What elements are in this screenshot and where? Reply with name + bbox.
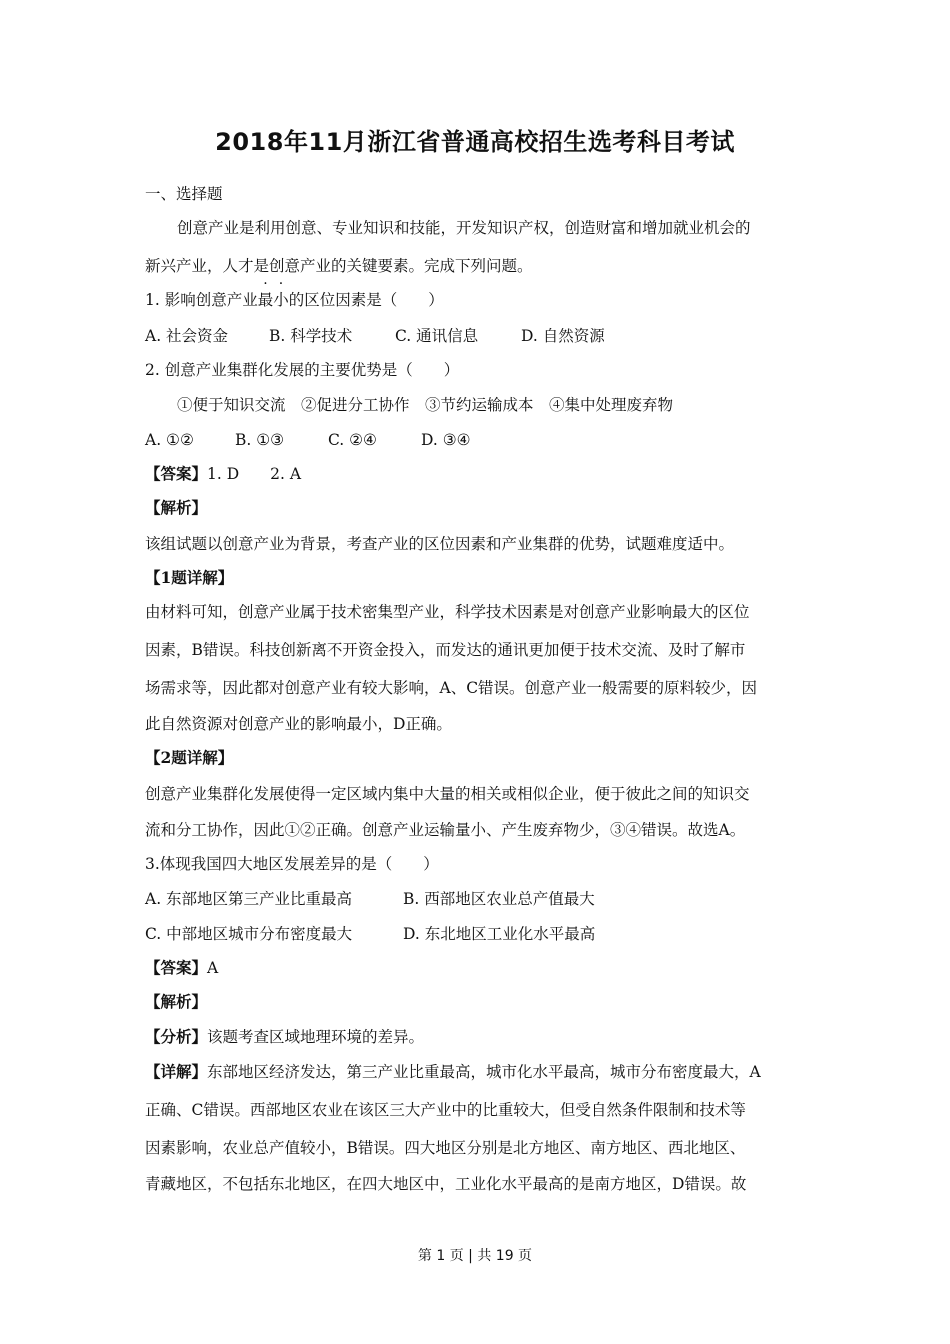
option-c: C. 通讯信息 bbox=[395, 327, 479, 345]
xiangjie-3-line: 因素影响，农业总产值较小，B错误。四大地区分别是北方地区、南方地区、西北地区、 bbox=[145, 1139, 746, 1157]
answer-1-2 bbox=[145, 464, 301, 484]
option-b: B. 西部地区农业总产值最大 bbox=[403, 890, 595, 908]
detail-2-line: 创意产业集群化发展使得一定区域内集中大量的相关或相似企业，便于彼此之间的知识交 bbox=[145, 785, 750, 803]
fenxi-label: 【分析】 bbox=[145, 1027, 208, 1046]
detail-1-line: 因素，B错误。科技创新离不开资金投入，而发达的通讯更加便于技术交流、及时了解市 bbox=[145, 641, 746, 659]
option-b: B. ①③ bbox=[235, 431, 285, 449]
xiangjie-3-line: 正确、C错误。西部地区农业在该区三大产业中的比重较大，但受自然条件限制和技术等 bbox=[145, 1101, 746, 1119]
xiangjie-label: 【详解】 bbox=[145, 1062, 208, 1081]
answer-3 bbox=[145, 958, 218, 978]
page-footer: 第 1 页 | 共 19 页 bbox=[417, 1248, 533, 1264]
question-1-stem bbox=[145, 290, 444, 310]
option-a: A. 东部地区第三产业比重最高 bbox=[145, 890, 353, 908]
xiangjie-3-line: 青藏地区，不包括东北地区，在四大地区中，工业化水平最高的是南方地区，D错误。故 bbox=[145, 1175, 747, 1193]
option-d: D. 自然资源 bbox=[521, 327, 605, 345]
answer-text: A bbox=[207, 959, 219, 977]
option-d: D. ③④ bbox=[421, 431, 471, 449]
material-line-1: 创意产业是利用创意、专业知识和技能，开发知识产权，创造财富和增加就业机会的 bbox=[177, 219, 751, 237]
section-heading: 一、选择题 bbox=[145, 185, 223, 203]
option-a: A. 社会资金 bbox=[145, 327, 229, 345]
question-1-stem-after: 的区位因素是（ ） bbox=[288, 291, 444, 309]
question-2-stem: 2. 创意产业集群化发展的主要优势是（ ） bbox=[145, 361, 460, 379]
analysis-text: 该组试题以创意产业为背景，考查产业的区位因素和产业集群的优势，试题难度适中。 bbox=[145, 535, 735, 553]
question-1-stem-before: 1. 影响创意产业 bbox=[145, 291, 258, 309]
detail-1-line: 此自然资源对创意产业的影响最小，D正确。 bbox=[145, 715, 452, 733]
analysis-3-label: 【解析】 bbox=[145, 992, 208, 1011]
material-line-2: 新兴产业，人才是创意产业的关键要素。完成下列问题。 bbox=[145, 257, 533, 275]
fenxi-text: 该题考查区域地理环境的差异。 bbox=[207, 1028, 425, 1046]
detail-1-line: 由材料可知，创意产业属于技术密集型产业，科学技术因素是对创意产业影响最大的区位 bbox=[145, 603, 750, 621]
option-d: D. 东北地区工业化水平最高 bbox=[403, 925, 596, 943]
question-3-options-row-2 bbox=[145, 924, 595, 944]
fenxi-3 bbox=[145, 1027, 424, 1047]
answer-text: 1. D 2. A bbox=[207, 465, 302, 483]
emphasis-mark: 最 bbox=[257, 291, 274, 309]
option-a: A. ①② bbox=[145, 431, 194, 449]
analysis-label: 【解析】 bbox=[145, 498, 208, 517]
question-2-items: ①便于知识交流 ②促进分工协作 ③节约运输成本 ④集中处理废弃物 bbox=[177, 396, 674, 414]
question-1-options bbox=[145, 326, 605, 346]
xiangjie-text: 东部地区经济发达，第三产业比重最高，城市化水平最高，城市分布密度最大，A bbox=[207, 1063, 761, 1081]
detail-1-label: 【1题详解】 bbox=[145, 568, 234, 587]
emphasis-mark: 小 bbox=[273, 291, 289, 309]
option-c: C. ②④ bbox=[328, 431, 377, 449]
xiangjie-3-line bbox=[145, 1062, 761, 1082]
detail-2-label: 【2题详解】 bbox=[145, 748, 234, 767]
question-2-options bbox=[145, 430, 471, 450]
question-3-options-row-1 bbox=[145, 889, 595, 909]
answer-label: 【答案】 bbox=[145, 464, 208, 483]
option-b: B. 科学技术 bbox=[269, 327, 353, 345]
detail-2-line: 流和分工协作，因此①②正确。创意产业运输量小、产生废弃物少，③④错误。故选A。 bbox=[145, 821, 746, 839]
answer-label: 【答案】 bbox=[145, 958, 208, 977]
question-3-stem: 3.体现我国四大地区发展差异的是（ ） bbox=[145, 855, 439, 873]
page-title: 2018年11月浙江省普通高校招生选考科目考试 bbox=[215, 128, 735, 156]
option-c: C. 中部地区城市分布密度最大 bbox=[145, 925, 353, 943]
detail-1-line: 场需求等，因此都对创意产业有较大影响，A、C错误。创意产业一般需要的原料较少，因 bbox=[145, 679, 758, 697]
